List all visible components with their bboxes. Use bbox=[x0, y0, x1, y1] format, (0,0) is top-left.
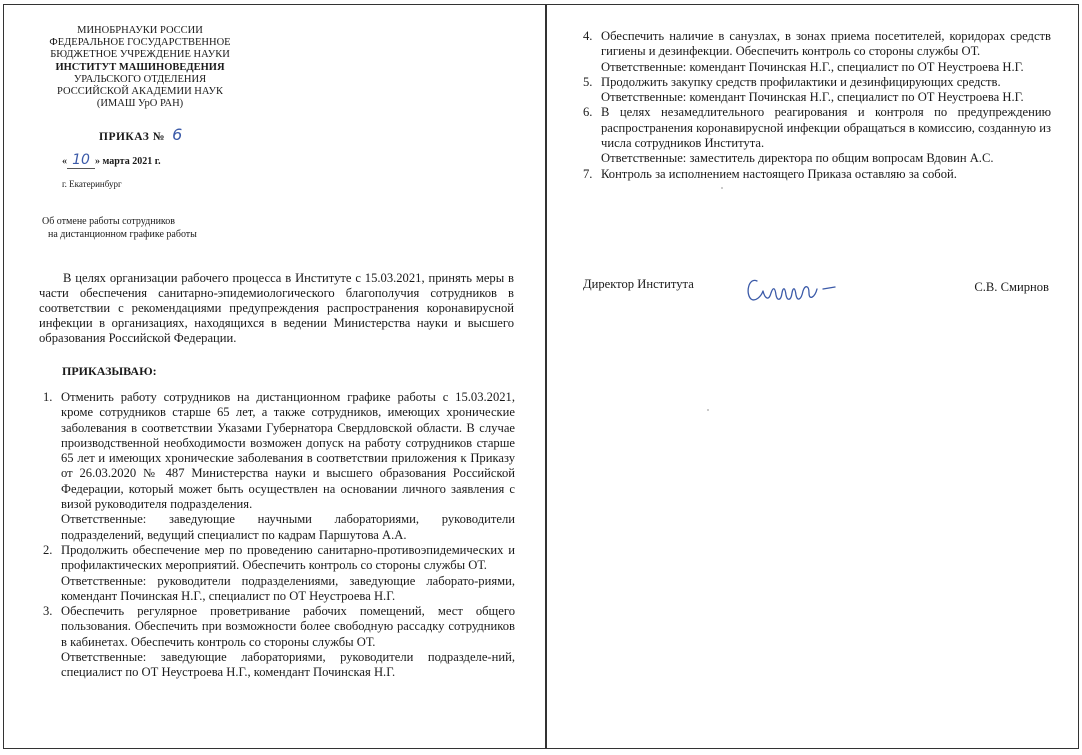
item-responsible: Ответственные: заместитель директора по общим вопросам Вдовин А.С. bbox=[601, 151, 994, 166]
date-month-year: марта 2021 г. bbox=[102, 156, 161, 167]
date-day-handwritten: 10 bbox=[67, 152, 95, 169]
order-item bbox=[39, 604, 515, 680]
signatory-title: Директор Института bbox=[583, 277, 694, 291]
header-line: БЮДЖЕТНОЕ УЧРЕЖДЕНИЕ НАУКИ bbox=[50, 49, 230, 61]
handwritten-signature bbox=[743, 271, 853, 311]
item-number: 1. bbox=[43, 390, 53, 404]
order-subject bbox=[42, 215, 197, 241]
item-text: Контроль за исполнением настоящего Приказа оставляю за собой. bbox=[601, 166, 957, 181]
scan-speck bbox=[707, 409, 709, 411]
order-title-label: ПРИКАЗ № bbox=[99, 131, 165, 143]
signatory-name: С.В. Смирнов bbox=[974, 280, 1049, 294]
item-text: Продолжить обеспечение мер по проведению санитарно-противоэпидемических и профилактических мероприятий. Обеспечить контроль со стороны службы ОТ. bbox=[61, 542, 515, 573]
item-text: Отменить работу сотрудников на дистанционном графике работы с 15.03.2021, кроме сотрудников старше 65 лет, а также сотрудников, имеющих хронические заболевания в соответствии Указами Губернатора Свердловской области. В случае производственной необходимости возможен допуск на работу сотрудников старше 65 лет и имеющих хронические заболевания в соответствии приложения к Приказу от 26.03.2020 № 487 Министерства науки и высшего образования Российской Федерации, который может быть осуществлен на основании личного заявления с визой руководителя подразделения. bbox=[61, 390, 515, 512]
order-item bbox=[39, 543, 515, 604]
item-responsible: Ответственные: комендант Починская Н.Г., специалист по ОТ Неустроева Н.Г. bbox=[601, 59, 1024, 74]
item-responsible: Ответственные: заведующие лабораториями, руководители подразделе-ний, специалист по ОТ Неустроева Н.Г., комендант Починская Н.Г. bbox=[61, 650, 515, 680]
order-item bbox=[579, 167, 1051, 182]
item-text: В целях незамедлительного реагирования и контроля по предупреждению распространения коронавирусной инфекции обращаться в комиссию, созданную из числа сотрудников Института. bbox=[601, 105, 1051, 151]
subject-line: на дистанционном графике работы bbox=[48, 229, 197, 240]
item-number: 7. bbox=[583, 166, 593, 181]
order-item bbox=[39, 390, 515, 543]
order-item bbox=[579, 105, 1051, 166]
subject-line: Об отмене работы сотрудников bbox=[42, 216, 175, 227]
item-number: 5. bbox=[583, 74, 593, 89]
document-page-1 bbox=[3, 4, 546, 749]
order-items-list-page-2 bbox=[579, 29, 1051, 182]
item-text: Обеспечить наличие в санузлах, в зонах приема посетителей, коридорах средств гигиены и дезинфекции. Обеспечить контроль со стороны службы ОТ. bbox=[601, 29, 1051, 59]
header-line: МИНОБРНАУКИ РОССИИ bbox=[77, 25, 203, 36]
header-line: ФЕДЕРАЛЬНОЕ ГОСУДАРСТВЕННОЕ bbox=[49, 37, 231, 49]
institution-header bbox=[40, 25, 240, 110]
header-line-institute: ИНСТИТУТ МАШИНОВЕДЕНИЯ bbox=[55, 61, 225, 73]
item-responsible: Ответственные: комендант Починская Н.Г., специалист по ОТ Неустроева Н.Г. bbox=[601, 90, 1024, 105]
item-number: 2. bbox=[43, 542, 53, 557]
decree-word: ПРИКАЗЫВАЮ: bbox=[62, 364, 157, 378]
header-line-abbreviation: (ИМАШ УрО РАН) bbox=[96, 98, 184, 110]
item-number: 6. bbox=[583, 105, 593, 120]
order-title bbox=[99, 125, 183, 144]
document-page-2 bbox=[546, 4, 1079, 749]
order-city: г. Екатеринбург bbox=[62, 179, 122, 189]
item-responsible: Ответственные: заведующие научными лабораториями, руководители подразделений, ведущий специалист по кадрам Паршутова А.А. bbox=[61, 512, 515, 542]
item-text: Продолжить закупку средств профилактики и дезинфицирующих средств. bbox=[601, 74, 1001, 89]
date-quote-close: » bbox=[95, 156, 100, 167]
order-number-handwritten: 6 bbox=[172, 125, 183, 144]
item-number: 4. bbox=[583, 29, 593, 43]
item-number: 3. bbox=[43, 604, 53, 619]
date-quote-open: « bbox=[62, 156, 67, 167]
header-line: РОССИЙСКОЙ АКАДЕМИИ НАУК bbox=[57, 86, 223, 98]
order-items-list-page-1 bbox=[39, 390, 515, 681]
intro-paragraph: В целях организации рабочего процесса в Институте с 15.03.2021, принять меры в части обеспечения санитарно-эпидемиологического благополучия сотрудников в соответствии с рекомендациями предупреждения распространения коронавирусной инфекции в организациях, находящихся в ведении Министерства науки и высшего образования Российской Федерации. bbox=[39, 271, 514, 345]
header-line: УРАЛЬСКОГО ОТДЕЛЕНИЯ bbox=[73, 73, 207, 85]
order-date bbox=[62, 152, 161, 169]
item-responsible: Ответственные: руководители подразделениями, заведующие лаборато-риями, комендант Починская Н.Г., специалист по ОТ Неустроева Н.Г. bbox=[61, 573, 515, 603]
order-item bbox=[579, 29, 1051, 75]
order-item bbox=[579, 75, 1051, 106]
scan-speck bbox=[721, 187, 723, 189]
item-text: Обеспечить регулярное проветривание рабочих помещений, мест общего пользования. Обеспечить при возможности более свободную рассадку сотрудников в кабинетах. Обеспечить контроль со стороны службы ОТ. bbox=[61, 604, 515, 649]
